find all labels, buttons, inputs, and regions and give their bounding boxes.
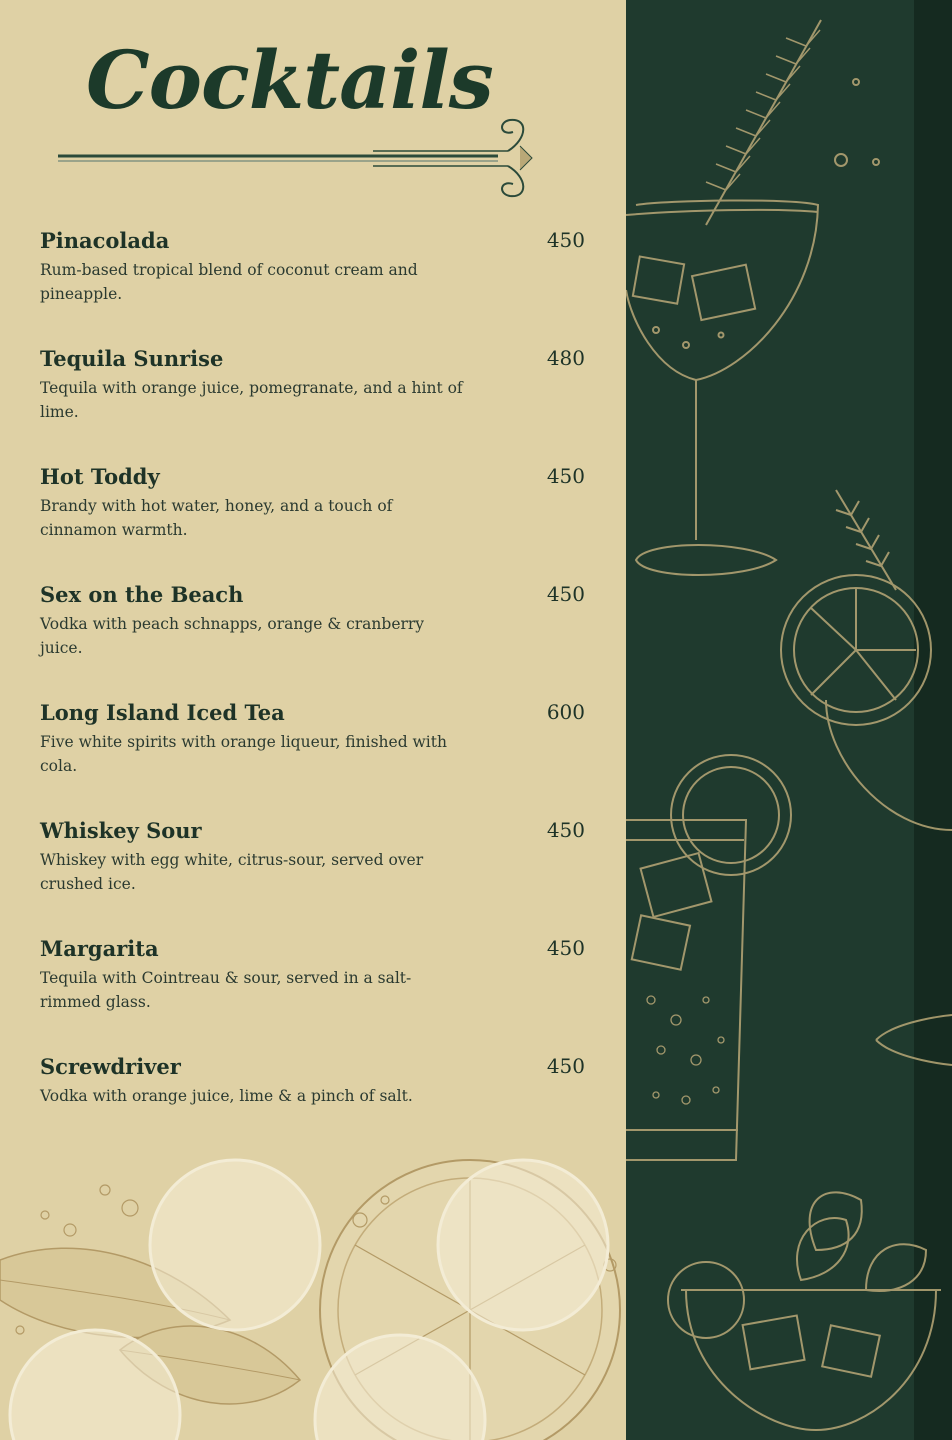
menu-item-name: Sex on the Beach	[40, 582, 244, 607]
cocktail-glass-illustration-icon	[626, 0, 952, 1440]
menu-item-description: Tequila with Cointreau & sour, served in a salt-rimmed glass.	[40, 969, 412, 1011]
menu-header	[0, 0, 626, 210]
citrus-leaf-illustration-icon	[0, 1150, 626, 1440]
menu-item-price: 450	[546, 818, 585, 842]
menu-item-name: Margarita	[40, 936, 159, 961]
menu-item-price: 450	[546, 936, 585, 960]
cocktail-illustration-panel	[626, 0, 952, 1440]
menu-item-name: Whiskey Sour	[40, 818, 202, 843]
title-flourish-icon	[58, 118, 538, 198]
menu-item-description: Vodka with orange juice, lime & a pinch of salt.	[40, 1087, 413, 1105]
menu-item-name: Screwdriver	[40, 1054, 181, 1079]
menu-item-price: 450	[546, 1054, 585, 1078]
menu-item-price: 450	[546, 228, 585, 252]
menu-item-description: Whiskey with egg white, citrus-sour, served over crushed ice.	[40, 851, 424, 893]
menu-item-name: Long Island Iced Tea	[40, 700, 285, 725]
menu-item-description: Rum-based tropical blend of coconut cream and pineapple.	[40, 261, 418, 303]
menu-item-description: Five white spirits with orange liqueur, finished with cola.	[40, 733, 447, 775]
menu-item-name: Tequila Sunrise	[40, 346, 224, 371]
menu-item-description: Brandy with hot water, honey, and a touch of cinnamon warmth.	[40, 497, 393, 539]
menu-item-price: 450	[546, 582, 585, 606]
menu-item-name: Hot Toddy	[40, 464, 160, 489]
menu-item-price: 600	[546, 700, 585, 724]
menu-item-price: 480	[546, 346, 585, 370]
menu-title: Cocktails	[86, 33, 493, 127]
menu-item-description: Tequila with orange juice, pomegranate, and a hint of lime.	[40, 379, 463, 421]
menu-item-name: Pinacolada	[40, 228, 170, 253]
menu-item-description: Vodka with peach schnapps, orange & cranberry juice.	[40, 615, 425, 657]
menu-item-price: 450	[546, 464, 585, 488]
